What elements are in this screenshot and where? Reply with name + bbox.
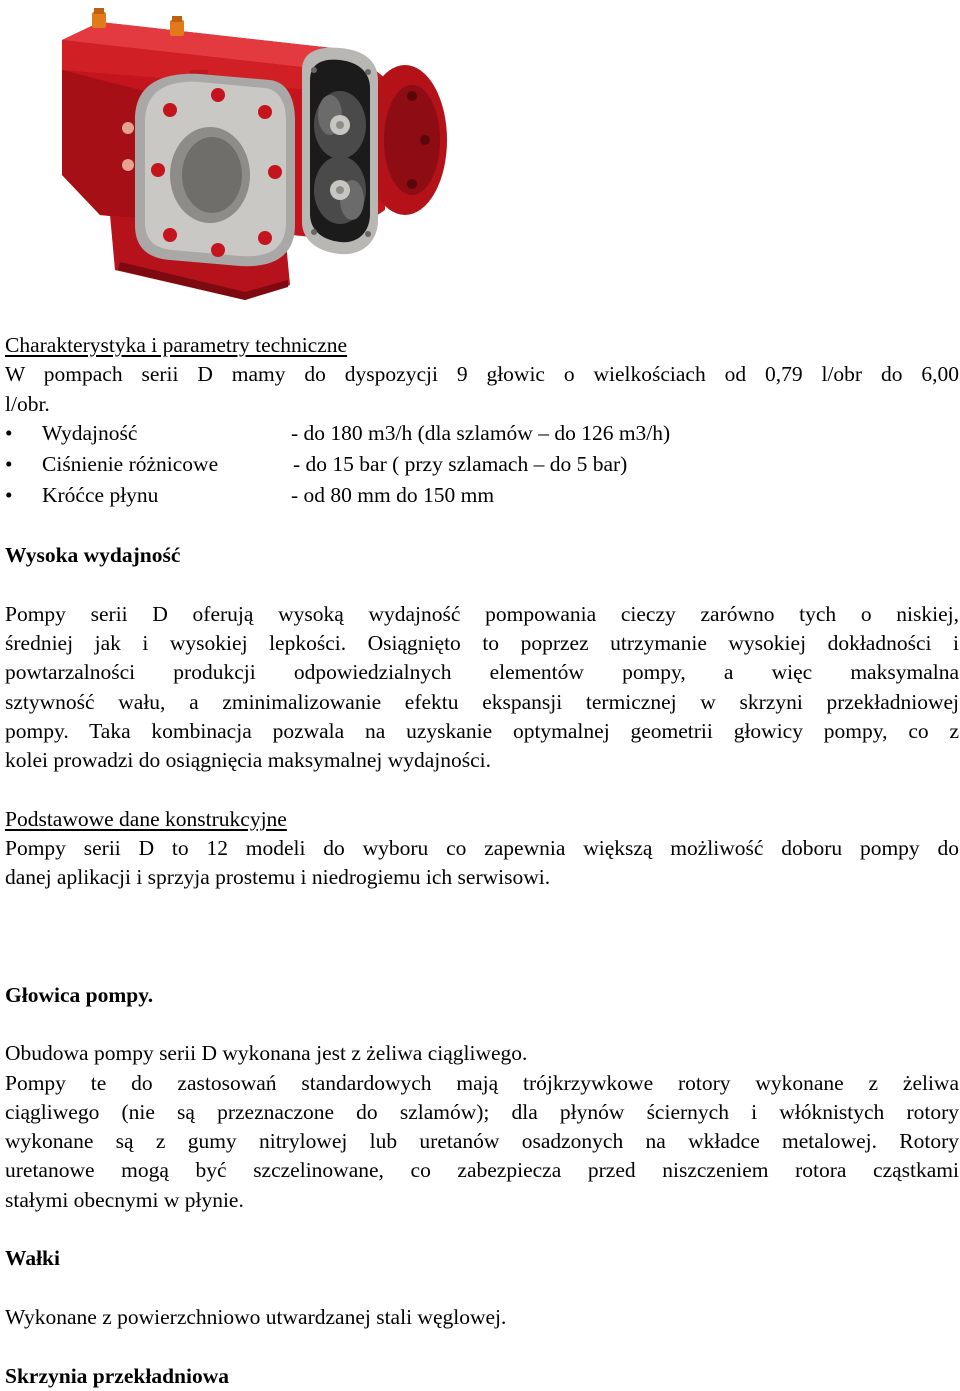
document-body (5, 331, 959, 1391)
paragraph-line: kolei prowadzi do osiągnięcia maksymalnej wydajności. (5, 748, 492, 773)
intro-line-1: W pompach serii D mamy do dyspozycji 9 głowic o wielkościach od 0,79 l/obr do 6,00 (5, 362, 959, 387)
paragraph-line: Pompy serii D to 12 modeli do wyboru co zapewnia większą możliwość doboru pompy do (5, 836, 959, 861)
paragraph-line: danej aplikacji i sprzyja prostemu i niedrogiemu ich serwisowi. (5, 865, 551, 890)
bullet-value: - od 80 mm do 150 mm (291, 482, 495, 507)
bullet-value: - do 15 bar ( przy szlamach – do 5 bar) (293, 451, 628, 476)
bullet-label: Ciśnienie różnicowe (42, 451, 219, 476)
paragraph-line: Pompy te do zastosowań standardowych mają trójkrzywkowe rotory wykonane z żeliwa (5, 1070, 959, 1095)
bullet-label: Króćce płynu (42, 482, 159, 507)
bullet-label: Wydajność (42, 420, 138, 445)
section-heading-characteristics: Charakterystyka i parametry techniczne (5, 333, 348, 357)
bullet-value: - do 180 m3/h (dla szlamów – do 126 m3/h) (291, 420, 671, 445)
paragraph-line: wykonane są z gumy nitrylowej lub uretanów osadzonych na wkładce metalowej. Rotory (5, 1129, 959, 1154)
section-heading-construction: Podstawowe dane konstrukcyjne (5, 806, 287, 831)
pump-image (40, 0, 460, 305)
paragraph-line: stałymi obecnymi w płynie. (5, 1187, 244, 1212)
bullet-dot-icon: • (5, 451, 13, 476)
bullet-dot-icon: • (5, 420, 13, 445)
bullet-dot-icon: • (5, 482, 13, 507)
paragraph-line: pompy. Taka kombinacja pozwala na uzyskanie optymalnej geometrii głowicy pompy, co z (5, 718, 959, 743)
paragraph-line: Pompy serii D oferują wysoką wydajność pompowania cieczy zarówno tych o niskiej, (5, 601, 959, 626)
paragraph-line: średniej jak i wysokiej lepkości. Osiągnięto to poprzez utrzymanie wysokiej dokładności i (5, 631, 959, 656)
paragraph-line: Wykonane z powierzchniowo utwardzanej stali węglowej. (5, 1304, 507, 1329)
bullet-item (5, 450, 959, 481)
paragraph-line: uretanowe mogą być szczelinowane, co zabezpiecza przed niszczeniem rotora cząstkami (5, 1158, 959, 1183)
bullet-item (5, 419, 959, 450)
section-heading-performance: Wysoka wydajność (5, 543, 181, 568)
bullet-item (5, 481, 959, 512)
intro-line-2: l/obr. (5, 391, 50, 416)
section-heading-pump-head: Głowica pompy. (5, 982, 154, 1007)
paragraph-line: sztywność wału, a zminimalizowanie efektu ekspansji termicznej w skrzyni przekładniowej (5, 689, 959, 714)
paragraph-line: Obudowa pompy serii D wykonana jest z żeliwa ciągliwego. (5, 1041, 528, 1066)
section-heading-shafts: Wałki (5, 1246, 60, 1271)
paragraph-line: ciągliwego (nie są przeznaczone do szlamów); dla płynów ściernych i włóknistych rotory (5, 1099, 959, 1124)
section-heading-gearbox: Skrzynia przekładniowa (5, 1363, 229, 1388)
paragraph-line: powtarzalności produkcji odpowiedzialnych elementów pompy, a więc maksymalna (5, 660, 959, 685)
